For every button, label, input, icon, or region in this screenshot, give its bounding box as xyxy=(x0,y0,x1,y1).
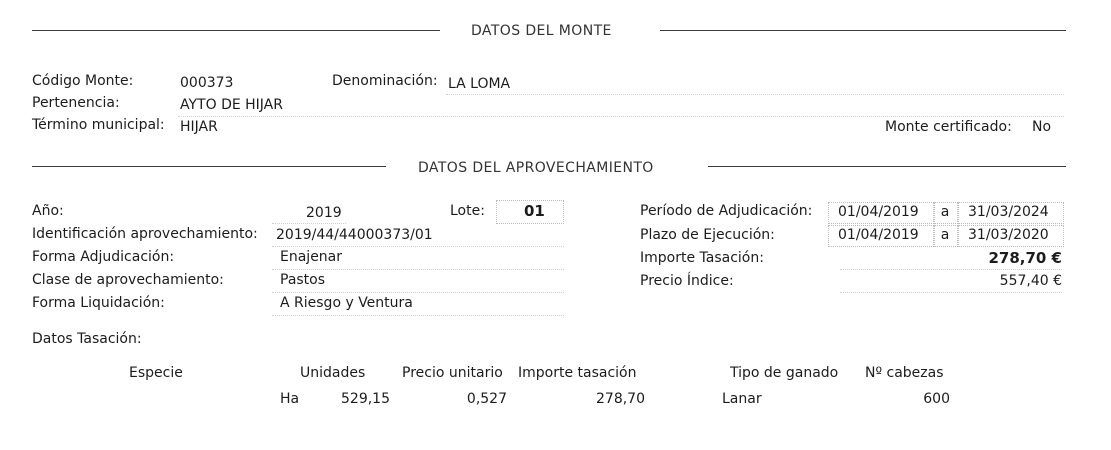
precio-indice-value: 557,40 € xyxy=(999,273,1062,289)
identificacion-value: 2019/44/44000373/01 xyxy=(276,227,433,243)
termino-municipal-label: Término municipal: xyxy=(32,117,165,133)
clase-aprovechamiento-label: Clase de aprovechamiento: xyxy=(32,272,224,288)
codigo-monte-value: 000373 xyxy=(180,75,234,91)
denominacion-field xyxy=(446,76,1064,95)
importe-tasacion-field xyxy=(840,251,1062,270)
importe-tasacion-value: 278,70 € xyxy=(988,249,1062,267)
aprovechamiento-section-title: DATOS DEL APROVECHAMIENTO xyxy=(418,160,654,176)
anio-field xyxy=(272,205,346,224)
plazo-hasta-value: 31/03/2020 xyxy=(968,227,1049,243)
plazo-ejecucion-label: Plazo de Ejecución: xyxy=(640,227,775,243)
row-precio-unitario: 0,527 xyxy=(466,391,507,407)
periodo-hasta-value: 31/03/2024 xyxy=(968,204,1049,220)
forma-adjudicacion-field xyxy=(272,251,564,270)
aprov-header-rule-right xyxy=(708,166,1066,167)
periodo-sep: a xyxy=(940,204,950,220)
plazo-sep: a xyxy=(940,227,950,243)
monte-certificado-label: Monte certificado: xyxy=(885,119,1012,135)
denominacion-label: Denominación: xyxy=(332,73,438,89)
forma-liquidacion-field xyxy=(272,297,564,316)
row-importe-tasacion: 278,70 xyxy=(596,391,645,407)
row-unidad: Ha xyxy=(280,391,300,407)
header-cabezas: Nº cabezas xyxy=(865,365,944,381)
forma-liquidacion-label: Forma Liquidación: xyxy=(32,295,165,311)
identificacion-label: Identificación aprovechamiento: xyxy=(32,226,258,242)
forma-liquidacion-value: A Riesgo y Ventura xyxy=(280,295,413,311)
monte-certificado-value: No xyxy=(1032,119,1052,135)
lote-value: 01 xyxy=(524,202,545,220)
identificacion-field xyxy=(272,228,564,247)
aprov-header-rule-left xyxy=(32,166,386,167)
monte-header-rule-left xyxy=(32,30,440,31)
monte-section-title: DATOS DEL MONTE xyxy=(471,23,612,39)
periodo-desde-value: 01/04/2019 xyxy=(838,204,919,220)
header-unidades: Unidades xyxy=(300,365,366,381)
pertenencia-value: AYTO DE HIJAR xyxy=(180,97,283,113)
termino-municipal-value: HIJAR xyxy=(180,119,218,135)
row-cabezas: 600 xyxy=(923,391,950,407)
importe-tasacion-label: Importe Tasación: xyxy=(640,250,764,266)
clase-aprovechamiento-value: Pastos xyxy=(280,272,326,288)
forma-adjudicacion-value: Enajenar xyxy=(280,249,343,265)
row-unidades: 529,15 xyxy=(341,391,390,407)
header-tipo-ganado: Tipo de ganado xyxy=(730,365,839,381)
pertenencia-field xyxy=(178,98,1064,117)
clase-aprovechamiento-field xyxy=(272,274,564,293)
periodo-adjudicacion-label: Período de Adjudicación: xyxy=(640,203,813,219)
forma-adjudicacion-label: Forma Adjudicación: xyxy=(32,249,175,265)
header-especie: Especie xyxy=(129,365,183,381)
datos-tasacion-label: Datos Tasación: xyxy=(32,331,142,347)
lote-box xyxy=(496,200,564,224)
precio-indice-field xyxy=(840,274,1062,293)
lote-label: Lote: xyxy=(450,203,485,219)
codigo-monte-label: Código Monte: xyxy=(32,73,134,89)
row-tipo-ganado: Lanar xyxy=(722,391,762,407)
anio-label: Año: xyxy=(32,203,64,219)
header-importe-tasacion: Importe tasación xyxy=(518,365,637,381)
pertenencia-label: Pertenencia: xyxy=(32,95,120,111)
header-precio-unitario: Precio unitario xyxy=(402,365,503,381)
monte-header-rule-right xyxy=(660,30,1066,31)
anio-value: 2019 xyxy=(306,205,342,221)
plazo-desde-value: 01/04/2019 xyxy=(838,227,919,243)
precio-indice-label: Precio Índice: xyxy=(640,273,734,289)
denominacion-value: LA LOMA xyxy=(448,76,511,92)
